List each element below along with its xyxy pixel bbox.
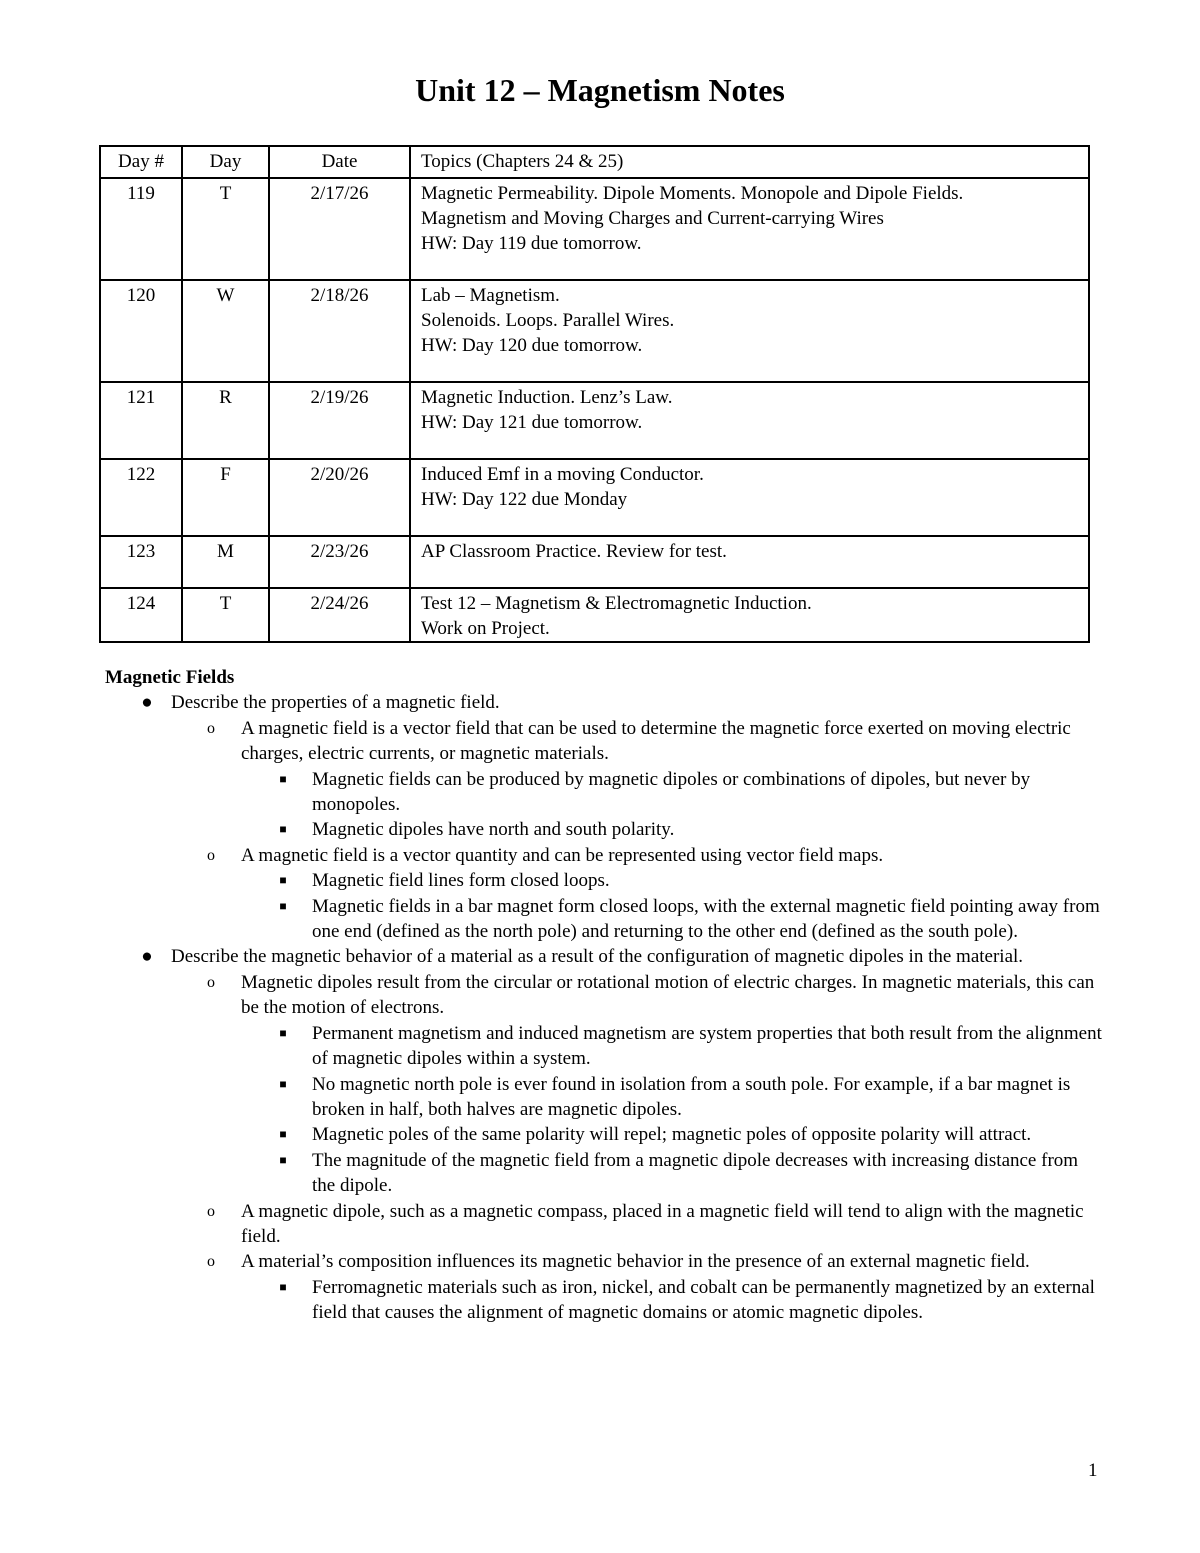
- date-cell: 2/17/26: [269, 178, 410, 280]
- bullet-square-icon: ■: [279, 771, 287, 786]
- day-number-cell: 119: [100, 178, 182, 280]
- day-cell: W: [182, 280, 269, 382]
- list-item: [105, 1021, 1105, 1072]
- list-item: [105, 690, 1105, 715]
- topics-cell: [410, 459, 1089, 536]
- schedule-table: [99, 145, 1090, 643]
- day-number-cell: 120: [100, 280, 182, 382]
- bullet-square-icon: ■: [279, 898, 287, 913]
- notes-list: [105, 690, 1105, 1325]
- list-item: [105, 1199, 1105, 1250]
- topic-line: Solenoids. Loops. Parallel Wires.: [421, 310, 675, 331]
- bullet-circle-icon: o: [207, 719, 215, 737]
- table-row: [100, 536, 1089, 588]
- header-date: Date: [269, 146, 410, 178]
- topics-cell: [410, 178, 1089, 280]
- page-number: 1: [1088, 1460, 1098, 1481]
- bullet-square-icon: ■: [279, 1025, 287, 1040]
- list-item-text: Permanent magnetism and induced magnetism are system properties that both result from the alignment of magnetic dipoles within a system.: [312, 1022, 1102, 1070]
- list-item-text: Magnetic field lines form closed loops.: [312, 870, 610, 892]
- list-item-text: A magnetic dipole, such as a magnetic compass, placed in a magnetic field will tend to align with the magnetic field.: [241, 1200, 1084, 1247]
- list-item: [105, 894, 1105, 945]
- day-number-cell: 121: [100, 382, 182, 459]
- notes-section: [105, 665, 1105, 1326]
- topic-line: AP Classroom Practice. Review for test.: [421, 541, 727, 562]
- list-item-text: A magnetic field is a vector quantity and can be represented using vector field maps.: [241, 844, 884, 866]
- day-cell: M: [182, 536, 269, 588]
- topic-line: Work on Project.: [421, 618, 550, 639]
- list-item: [105, 868, 1105, 893]
- topics-cell: [410, 588, 1089, 642]
- table-row: [100, 280, 1089, 382]
- topic-line: Lab – Magnetism.: [421, 285, 560, 306]
- bullet-circle-icon: o: [207, 1202, 215, 1220]
- bullet-dot-icon: ●: [141, 946, 153, 968]
- list-item-text: A magnetic field is a vector field that can be used to determine the magnetic force exerted on moving electric charges, electric currents, or magnetic materials.: [241, 717, 1071, 765]
- topics-cell: [410, 382, 1089, 459]
- list-item-text: Magnetic fields in a bar magnet form closed loops, with the external magnetic field pointing away from one end (defined as the north pole) and returning to the other end (defined as the south pole).: [312, 895, 1100, 943]
- topic-line: HW: Day 122 due Monday: [421, 489, 628, 510]
- list-item: [105, 1122, 1105, 1147]
- day-cell: T: [182, 588, 269, 642]
- topics-cell: [410, 536, 1089, 588]
- day-cell: R: [182, 382, 269, 459]
- day-cell: T: [182, 178, 269, 280]
- list-item: [105, 1249, 1105, 1274]
- page-title: Unit 12 – Magnetism Notes: [415, 72, 785, 108]
- topic-line: HW: Day 121 due tomorrow.: [421, 412, 643, 433]
- date-cell: 2/18/26: [269, 280, 410, 382]
- day-cell: F: [182, 459, 269, 536]
- topic-line: Magnetic Induction. Lenz’s Law.: [421, 387, 673, 408]
- list-item: [105, 944, 1105, 969]
- topic-line: HW: Day 120 due tomorrow.: [421, 335, 643, 356]
- list-item-text: Magnetic dipoles have north and south polarity.: [312, 819, 675, 841]
- list-item: [105, 843, 1105, 868]
- bullet-square-icon: ■: [279, 1127, 287, 1142]
- list-item: [105, 1072, 1105, 1123]
- section-heading: Magnetic Fields: [105, 667, 235, 688]
- date-cell: 2/20/26: [269, 459, 410, 536]
- table-row: [100, 382, 1089, 459]
- list-item-text: Magnetic fields can be produced by magnetic dipoles or combinations of dipoles, but never by monopoles.: [312, 768, 1031, 816]
- list-item: [105, 817, 1105, 842]
- list-item-text: No magnetic north pole is ever found in isolation from a south pole. For example, if a bar magnet is broken in half, both halves are magnetic dipoles.: [312, 1073, 1071, 1120]
- day-number-cell: 122: [100, 459, 182, 536]
- date-cell: 2/24/26: [269, 588, 410, 642]
- list-item: [105, 1148, 1105, 1199]
- topic-line: Induced Emf in a moving Conductor.: [421, 464, 704, 485]
- header-day-number: Day #: [100, 146, 182, 178]
- table-row: [100, 459, 1089, 536]
- list-item-text: The magnitude of the magnetic field from a magnetic dipole decreases with increasing distance from the dipole.: [312, 1149, 1079, 1197]
- header-day: Day: [182, 146, 269, 178]
- bullet-circle-icon: o: [207, 1253, 215, 1271]
- topic-line: Magnetic Permeability. Dipole Moments. Monopole and Dipole Fields.: [421, 183, 964, 204]
- list-item-text: Describe the properties of a magnetic field.: [171, 692, 500, 714]
- list-item: [105, 716, 1105, 767]
- list-item-text: Magnetic poles of the same polarity will repel; magnetic poles of opposite polarity will attract.: [312, 1124, 1032, 1146]
- bullet-dot-icon: ●: [141, 692, 153, 714]
- list-item-text: Magnetic dipoles result from the circular or rotational motion of electric charges. In magnetic materials, this can be the motion of electrons.: [241, 971, 1095, 1019]
- header-topics: Topics (Chapters 24 & 25): [410, 146, 1089, 178]
- bullet-square-icon: ■: [279, 1279, 287, 1294]
- date-cell: 2/19/26: [269, 382, 410, 459]
- day-number-cell: 124: [100, 588, 182, 642]
- day-number-cell: 123: [100, 536, 182, 588]
- topic-line: HW: Day 119 due tomorrow.: [421, 233, 642, 254]
- bullet-circle-icon: o: [207, 973, 215, 991]
- bullet-square-icon: ■: [279, 822, 287, 837]
- list-item: [105, 970, 1105, 1021]
- list-item-text: Ferromagnetic materials such as iron, nickel, and cobalt can be permanently magnetized by an external field that causes the alignment of magnetic domains or atomic magnetic dipoles.: [312, 1276, 1095, 1324]
- table-header-row: [100, 146, 1089, 178]
- list-item-text: A material’s composition influences its magnetic behavior in the presence of an external magnetic field.: [241, 1251, 1030, 1273]
- date-cell: 2/23/26: [269, 536, 410, 588]
- bullet-square-icon: ■: [279, 873, 287, 888]
- topic-line: Magnetism and Moving Charges and Current-carrying Wires: [421, 208, 884, 229]
- table-row: [100, 178, 1089, 280]
- bullet-square-icon: ■: [279, 1076, 287, 1091]
- list-item: [105, 767, 1105, 818]
- topic-line: Test 12 – Magnetism & Electromagnetic Induction.: [421, 593, 812, 614]
- list-item: [105, 1275, 1105, 1326]
- list-item-text: Describe the magnetic behavior of a material as a result of the configuration of magnetic dipoles in the material.: [171, 946, 1024, 968]
- table-row: [100, 588, 1089, 642]
- topics-cell: [410, 280, 1089, 382]
- bullet-circle-icon: o: [207, 846, 215, 864]
- bullet-square-icon: ■: [279, 1152, 287, 1167]
